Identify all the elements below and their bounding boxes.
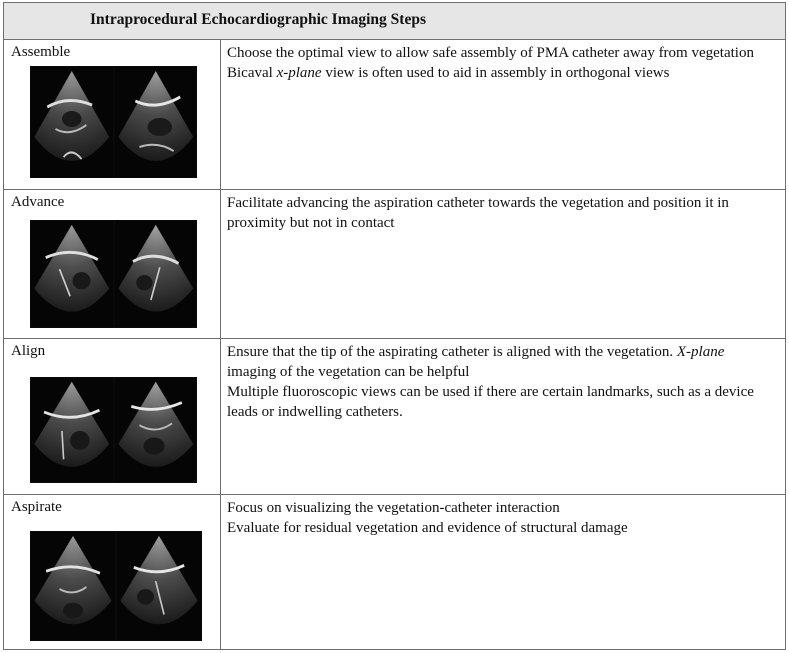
step-description-align [227, 342, 777, 422]
step-description-advance [227, 193, 777, 233]
step-label: Assemble [11, 44, 71, 60]
echo-panel-left [31, 221, 113, 327]
echo-panel-right [115, 67, 197, 177]
step-description-aspirate [227, 498, 777, 538]
description-line: Ensure that the tip of the aspirating catheter is aligned with the vegetation. X-plane imaging of the vegetation can be helpful [227, 344, 725, 380]
step-label: Aspirate [11, 499, 62, 515]
description-line: Bicaval x-plane view is often used to aid in assembly in orthogonal views [227, 65, 670, 81]
description-line: Evaluate for residual vegetation and evidence of structural damage [227, 520, 628, 536]
echo-panel-left [31, 532, 115, 640]
step-row-aspirate [4, 495, 785, 649]
echo-image-align [30, 377, 197, 483]
step-description-assemble [227, 43, 777, 83]
echo-panel-left [31, 378, 113, 482]
step-row-assemble [4, 40, 785, 190]
table-header [4, 3, 785, 40]
imaging-steps-table [3, 2, 786, 650]
description-line: Facilitate advancing the aspiration catheter towards the vegetation and position it in proximity but not in contact [227, 195, 729, 231]
step-label: Advance [11, 194, 65, 210]
step-row-advance [4, 190, 785, 339]
echo-image-assemble [30, 66, 197, 178]
step-label: Align [11, 343, 46, 359]
table-title: Intraprocedural Echocardiographic Imaging Steps [90, 11, 426, 28]
description-line: Choose the optimal view to allow safe assembly of PMA catheter away from vegetation [227, 45, 754, 61]
echo-panel-left [31, 67, 113, 177]
step-row-align [4, 339, 785, 495]
echo-panel-right [115, 221, 197, 327]
description-line: Multiple fluoroscopic views can be used if there are certain landmarks, such as a device leads or indwelling catheters. [227, 384, 754, 420]
step-cell-aspirate [4, 495, 221, 649]
echo-panel-right [117, 532, 201, 640]
echo-panel-right [115, 378, 197, 482]
echo-image-advance [30, 220, 197, 328]
echo-image-aspirate [30, 531, 202, 641]
step-cell-align [4, 339, 221, 494]
step-cell-advance [4, 190, 221, 338]
step-cell-assemble [4, 40, 221, 189]
description-line: Focus on visualizing the vegetation-catheter interaction [227, 500, 560, 516]
